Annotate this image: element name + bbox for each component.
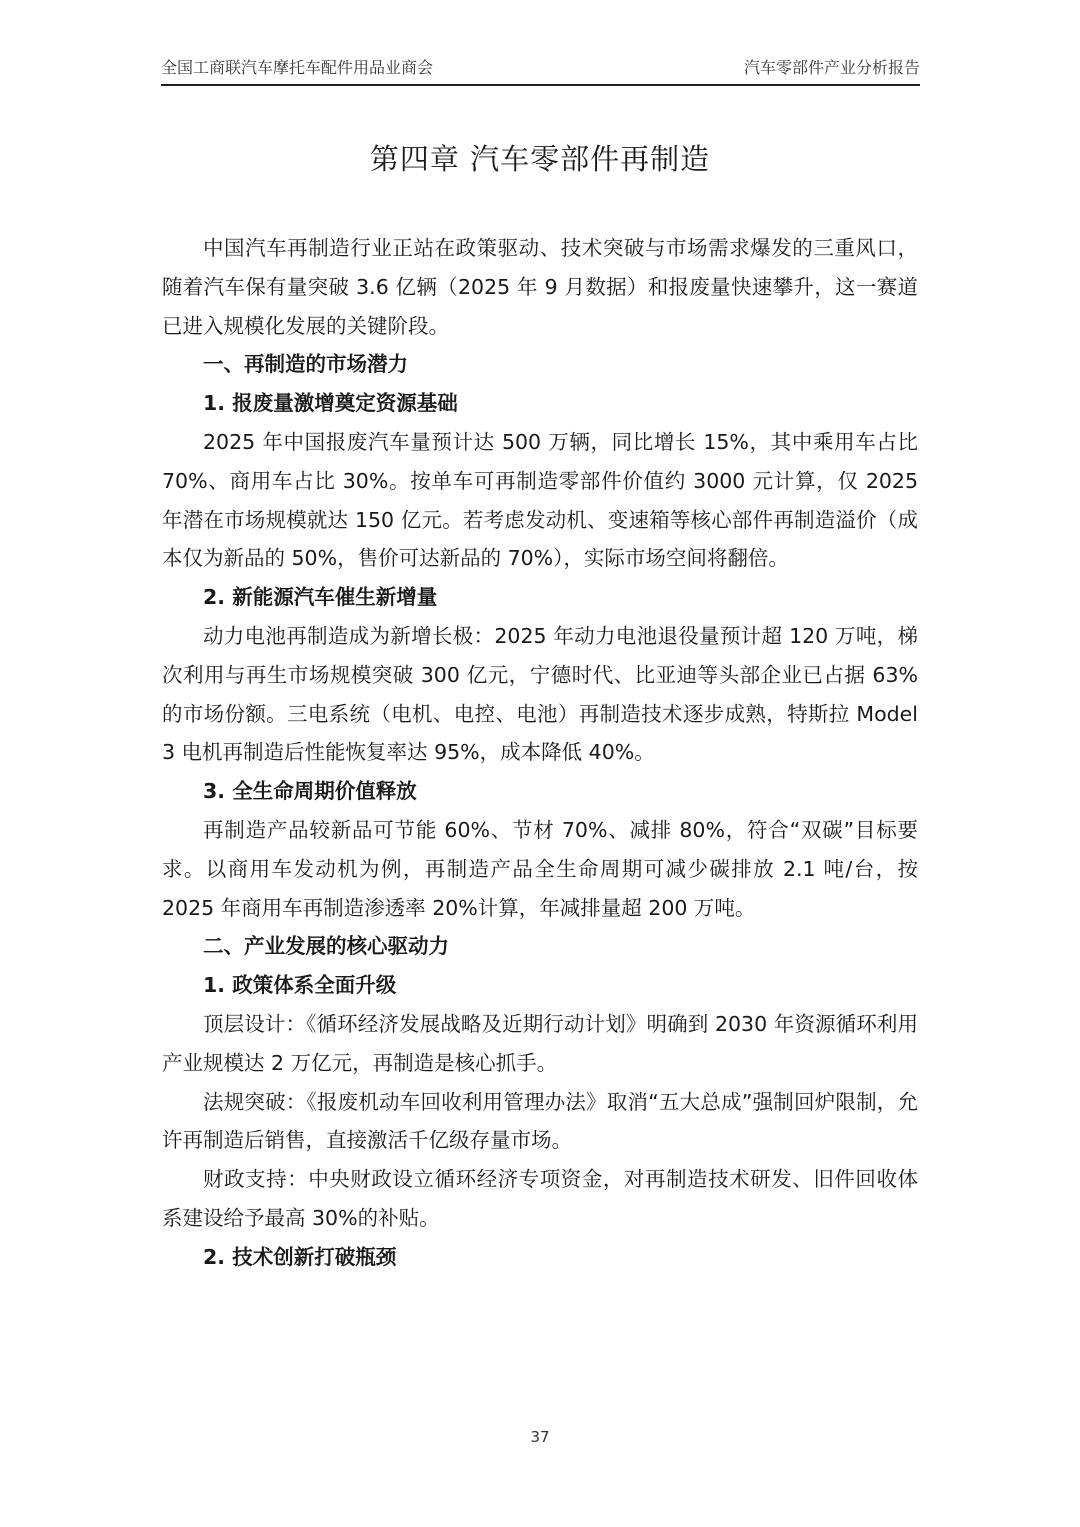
- section-heading-core-drivers: 二、产业发展的核心驱动力: [203, 934, 449, 959]
- header-report-title: 汽车零部件产业分析报告: [743, 58, 920, 77]
- document-body: [162, 229, 918, 1277]
- paragraph-new-energy: 动力电池再制造成为新增长极：2025 年动力电池退役量预计超 120 万吨，梯次利用与再生市场规模突破 300 亿元，宁德时代、比亚迪等头部企业已占据 63%的市场份额。三电系统（电机、电控、电池）再制造技术逐步成熟，特斯拉 Model 3 电机再制造后性能恢复率达 95%，成本降低 40%。: [162, 623, 918, 765]
- subsection-heading-lifecycle: 3. 全生命周期价值释放: [203, 779, 417, 804]
- paragraph-top-level-design: 顶层设计：《循环经济发展战略及近期行动计划》明确到 2030 年资源循环利用产业规模达 2 万亿元，再制造是核心抓手。: [162, 1011, 918, 1075]
- section-heading-market-potential: 一、再制造的市场潜力: [203, 352, 408, 377]
- page-number: 37: [530, 1428, 550, 1446]
- subsection-heading-scrap-volume: 1. 报废量激增奠定资源基础: [203, 391, 458, 416]
- chapter-title: 第四章 汽车零部件再制造: [369, 142, 711, 176]
- paragraph-fiscal-support: 财政支持：中央财政设立循环经济专项资金，对再制造技术研发、旧件回收体系建设给予最高 30%的补贴。: [162, 1167, 918, 1230]
- header-organization: 全国工商联汽车摩托车配件用品业商会: [161, 58, 434, 77]
- subsection-heading-new-energy: 2. 新能源汽车催生新增量: [203, 585, 438, 610]
- subsection-heading-tech-innovation: 2. 技术创新打破瓶颈: [203, 1244, 397, 1269]
- intro-paragraph: 中国汽车再制造行业正站在政策驱动、技术突破与市场需求爆发的三重风口，随着汽车保有量突破 3.6 亿辆（2025 年 9 月数据）和报废量快速攀升，这一赛道已进入规模化发展的关键阶段。: [162, 236, 918, 338]
- page-header: [161, 48, 920, 86]
- subsection-heading-policy: 1. 政策体系全面升级: [203, 973, 397, 998]
- paragraph-lifecycle: 再制造产品较新品可节能 60%、节材 70%、减排 80%，符合“双碳”目标要求。以商用车发动机为例，再制造产品全生命周期可减少碳排放 2.1 吨/台，按 2025 年商用车再制造渗透率 20%计算，年减排量超 200 万吨。: [162, 817, 918, 920]
- paragraph-scrap-volume: 2025 年中国报废汽车量预计达 500 万辆，同比增长 15%，其中乘用车占比 70%、商用车占比 30%。按单车可再制造零部件价值约 3000 元计算，仅 2025 年潜在市场规模就达 150 亿元。若考虑发动机、变速箱等核心部件再制造溢价（成本仅为新品的 50%，售价可达新品的 70%），实际市场空间将翻倍。: [162, 429, 918, 571]
- paragraph-regulation: 法规突破：《报废机动车回收利用管理办法》取消“五大总成”强制回炉限制，允许再制造后销售，直接激活千亿级存量市场。: [162, 1089, 918, 1153]
